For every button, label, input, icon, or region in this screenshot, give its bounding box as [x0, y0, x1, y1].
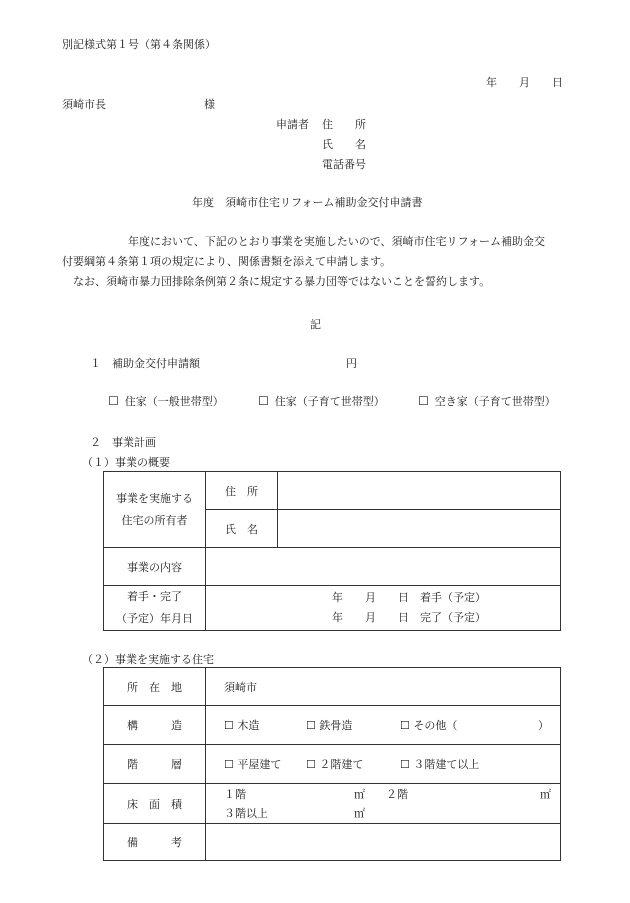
house-table — [103, 667, 561, 861]
project-dates-label: 着手・完了 （予定）年月日 — [104, 586, 206, 631]
addressee: 須崎市長 — [62, 98, 106, 111]
document-title: 年度 須崎市住宅リフォーム補助金交付申請書 — [192, 196, 423, 209]
owner-name-label: 氏 名 — [206, 510, 278, 548]
structure-label: 構 造 — [104, 706, 206, 745]
floor-area-label: 床 面 積 — [104, 784, 206, 824]
floors-single-option[interactable]: ☐ 平屋建て — [224, 758, 282, 771]
checkbox-icon: ☐ — [108, 394, 119, 408]
start-date-line: 年 月 日 着手（予定） — [332, 591, 486, 604]
body-para1-line1: 年度において、下記のとおり事業を実施したいので、須崎市住宅リフォーム補助金交 — [128, 235, 546, 248]
section1-label: １ 補助金交付申請額 — [90, 357, 200, 370]
body-text — [62, 232, 578, 292]
checkbox-icon: ☐ — [258, 394, 269, 408]
structure-steel-option[interactable]: ☐ 鉄骨造 — [306, 719, 353, 732]
structure-other-option[interactable]: ☐ その他（ — [400, 719, 458, 732]
applicant-label: 申請者 — [276, 118, 309, 131]
area-first-floor-label: １階 — [224, 788, 246, 801]
area-second-floor-label: ２階 — [386, 788, 408, 801]
structure-close-paren: ） — [538, 719, 549, 732]
area-unit-second: ㎡ — [540, 788, 551, 801]
section1-unit: 円 — [346, 357, 357, 370]
area-unit-first: ㎡ — [354, 788, 365, 801]
applicant-name-label: 氏 名 — [322, 138, 366, 151]
body-para1-line2: 付要綱第４条第１項の規定により、関係書類を添えて申請します。 — [62, 255, 392, 268]
body-para2: なお、須崎市暴力団排除条例第２条に規定する暴力団等ではないことを誓約します。 — [73, 275, 491, 288]
form-number: 別記様式第１号（第４条関係） — [62, 38, 216, 51]
location-value[interactable]: 須崎市 — [206, 668, 561, 706]
floor-area-field[interactable] — [206, 784, 561, 824]
checkbox-icon: ☐ — [418, 394, 429, 408]
floors-two-option[interactable]: ☐ ２階建て — [306, 758, 364, 771]
section2-sub2: （２）事業を実施する住宅 — [82, 653, 214, 666]
applicant-address-label: 住 所 — [322, 118, 366, 131]
owner-name-field[interactable] — [278, 510, 561, 548]
floors-options — [206, 745, 561, 784]
remarks-label: 備 考 — [104, 824, 206, 861]
section2-sub1: （１）事業の概要 — [82, 456, 170, 469]
applicant-phone-label: 電話番号 — [322, 158, 366, 171]
project-content-label: 事業の内容 — [104, 548, 206, 586]
household-option-childrearing[interactable]: ☐ 住家（子育て世帯型） — [258, 394, 385, 408]
area-unit-third: ㎡ — [354, 807, 365, 820]
household-option-vacant[interactable]: ☐ 空き家（子育て世帯型） — [418, 394, 556, 408]
structure-options — [206, 706, 561, 745]
date-line: 年 月 日 — [486, 76, 563, 89]
floors-three-option[interactable]: ☐ ３階建て以上 — [400, 758, 480, 771]
location-label: 所 在 地 — [104, 668, 206, 706]
project-overview-table — [103, 471, 561, 631]
area-third-floor-label: ３階以上 — [224, 807, 268, 820]
household-option-general[interactable]: ☐ 住家（一般世帯型） — [108, 394, 224, 408]
structure-wood-option[interactable]: ☐ 木造 — [224, 719, 260, 732]
owner-address-label: 住 所 — [206, 472, 278, 510]
project-content-field[interactable] — [206, 548, 561, 586]
owner-label-cell: 事業を実施する 住宅の所有者 — [104, 472, 206, 548]
floors-label: 階 層 — [104, 745, 206, 784]
owner-address-field[interactable] — [278, 472, 561, 510]
section2-label: ２ 事業計画 — [90, 436, 156, 449]
project-dates-field[interactable] — [206, 586, 561, 631]
honorific: 様 — [204, 98, 215, 111]
end-date-line: 年 月 日 完了（予定） — [332, 611, 486, 624]
ki-heading: 記 — [310, 318, 321, 331]
remarks-field[interactable] — [206, 824, 561, 861]
